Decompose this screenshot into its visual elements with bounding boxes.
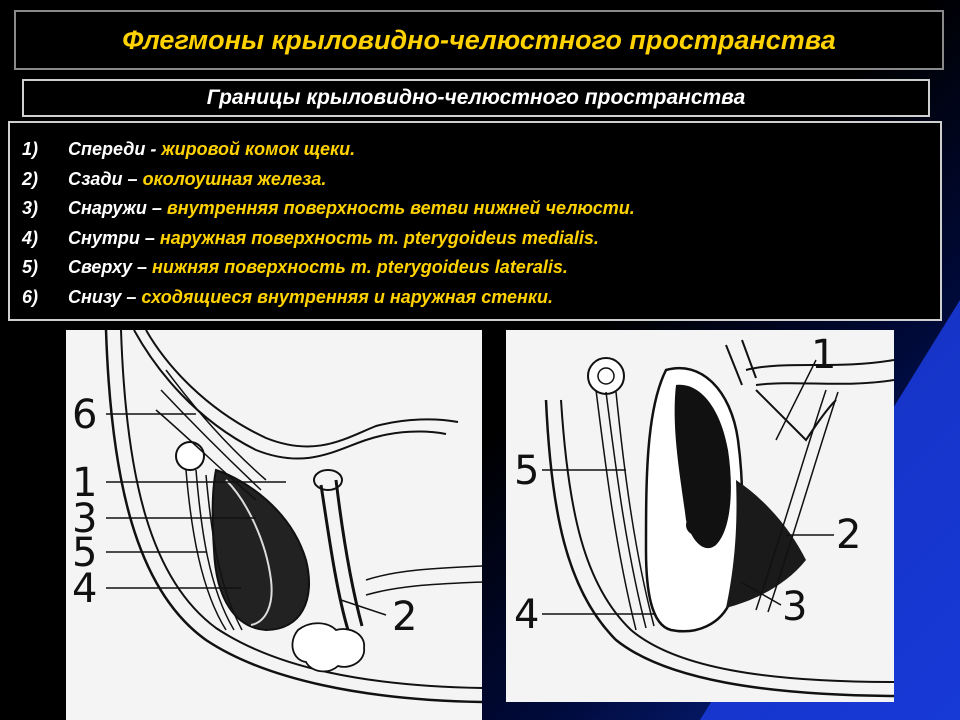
item-description: наружная поверхность m. pterygoideus medialis. bbox=[159, 227, 599, 248]
diagram-label: 2 bbox=[836, 512, 862, 558]
item-separator: – bbox=[132, 257, 153, 278]
item-description: нижняя поверхность m. pterygoideus lateralis. bbox=[152, 257, 568, 278]
condyle bbox=[176, 442, 204, 470]
item-separator: – bbox=[121, 286, 142, 307]
item-description: жировой комок щеки. bbox=[161, 139, 356, 160]
list-item bbox=[22, 135, 940, 165]
item-number: 6) bbox=[22, 286, 39, 307]
item-number: 3) bbox=[22, 198, 39, 219]
diagram-label: 4 bbox=[72, 566, 98, 612]
soft-tissue-line bbox=[366, 566, 482, 580]
left-anatomy-figure bbox=[66, 330, 482, 720]
right-anatomy-figure bbox=[506, 330, 894, 702]
item-label: Спереди bbox=[68, 139, 146, 160]
muscle-fibre bbox=[768, 392, 838, 612]
item-label: Снутри bbox=[68, 227, 140, 248]
skull-base-line bbox=[134, 330, 446, 459]
item-separator: – bbox=[139, 227, 160, 248]
nerve-cross-section bbox=[686, 515, 706, 535]
leader-line bbox=[341, 600, 386, 615]
diagram-label: 5 bbox=[72, 530, 98, 576]
list-item bbox=[22, 165, 940, 195]
diagram-label: 5 bbox=[514, 448, 540, 494]
item-separator: – bbox=[146, 198, 167, 219]
diagram-label: 6 bbox=[72, 392, 98, 438]
left-anatomy-drawing bbox=[66, 330, 482, 720]
right-anatomy-drawing bbox=[506, 330, 894, 702]
item-number: 4) bbox=[22, 227, 39, 248]
item-label: Снаружи bbox=[68, 198, 147, 219]
item-label: Сверху bbox=[68, 257, 133, 278]
item-description: сходящиеся внутренняя и наружная стенки. bbox=[141, 286, 553, 307]
item-number: 1) bbox=[22, 139, 39, 160]
diagram-label: 1 bbox=[811, 332, 837, 378]
subtitle-box bbox=[22, 79, 930, 117]
item-separator: - bbox=[145, 139, 162, 160]
leader-line bbox=[776, 360, 816, 440]
diagram-label: 2 bbox=[392, 594, 418, 640]
page-title: Флегмоны крыловидно-челюстного пространства bbox=[122, 24, 836, 55]
muscle-fibre bbox=[756, 390, 826, 610]
item-separator: – bbox=[122, 168, 143, 189]
item-label: Сзади bbox=[68, 168, 123, 189]
arrow-icon bbox=[742, 340, 756, 378]
title-box bbox=[14, 10, 944, 70]
diagram-label: 3 bbox=[782, 584, 808, 630]
stylohyoid-structure bbox=[321, 485, 348, 630]
item-description: внутренняя поверхность ветви нижней челюсти. bbox=[166, 198, 635, 219]
list-item bbox=[22, 194, 940, 224]
pterygomandibular-space bbox=[213, 470, 309, 630]
item-description: околоушная железа. bbox=[142, 168, 327, 189]
arrow-icon bbox=[726, 345, 742, 385]
boundaries-list bbox=[8, 121, 942, 321]
skull-base-line-2 bbox=[146, 330, 458, 446]
parotid-gland bbox=[292, 623, 364, 671]
skull-base-line-2 bbox=[756, 380, 894, 385]
page-subtitle: Границы крыловидно-челюстного пространства bbox=[206, 86, 746, 109]
list-item bbox=[22, 224, 940, 254]
diagram-label: 1 bbox=[72, 460, 98, 506]
item-number: 5) bbox=[22, 257, 39, 278]
list-item bbox=[22, 253, 940, 283]
soft-tissue-line bbox=[366, 582, 482, 595]
diagram-label: 3 bbox=[72, 496, 98, 542]
lateral-pterygoid-fibre bbox=[156, 410, 256, 500]
list-item bbox=[22, 283, 940, 313]
condyle bbox=[588, 358, 624, 394]
diagram-label: 4 bbox=[514, 592, 540, 638]
styloid-head bbox=[314, 470, 342, 490]
item-number: 2) bbox=[22, 168, 39, 189]
item-label: Снизу bbox=[68, 286, 122, 307]
